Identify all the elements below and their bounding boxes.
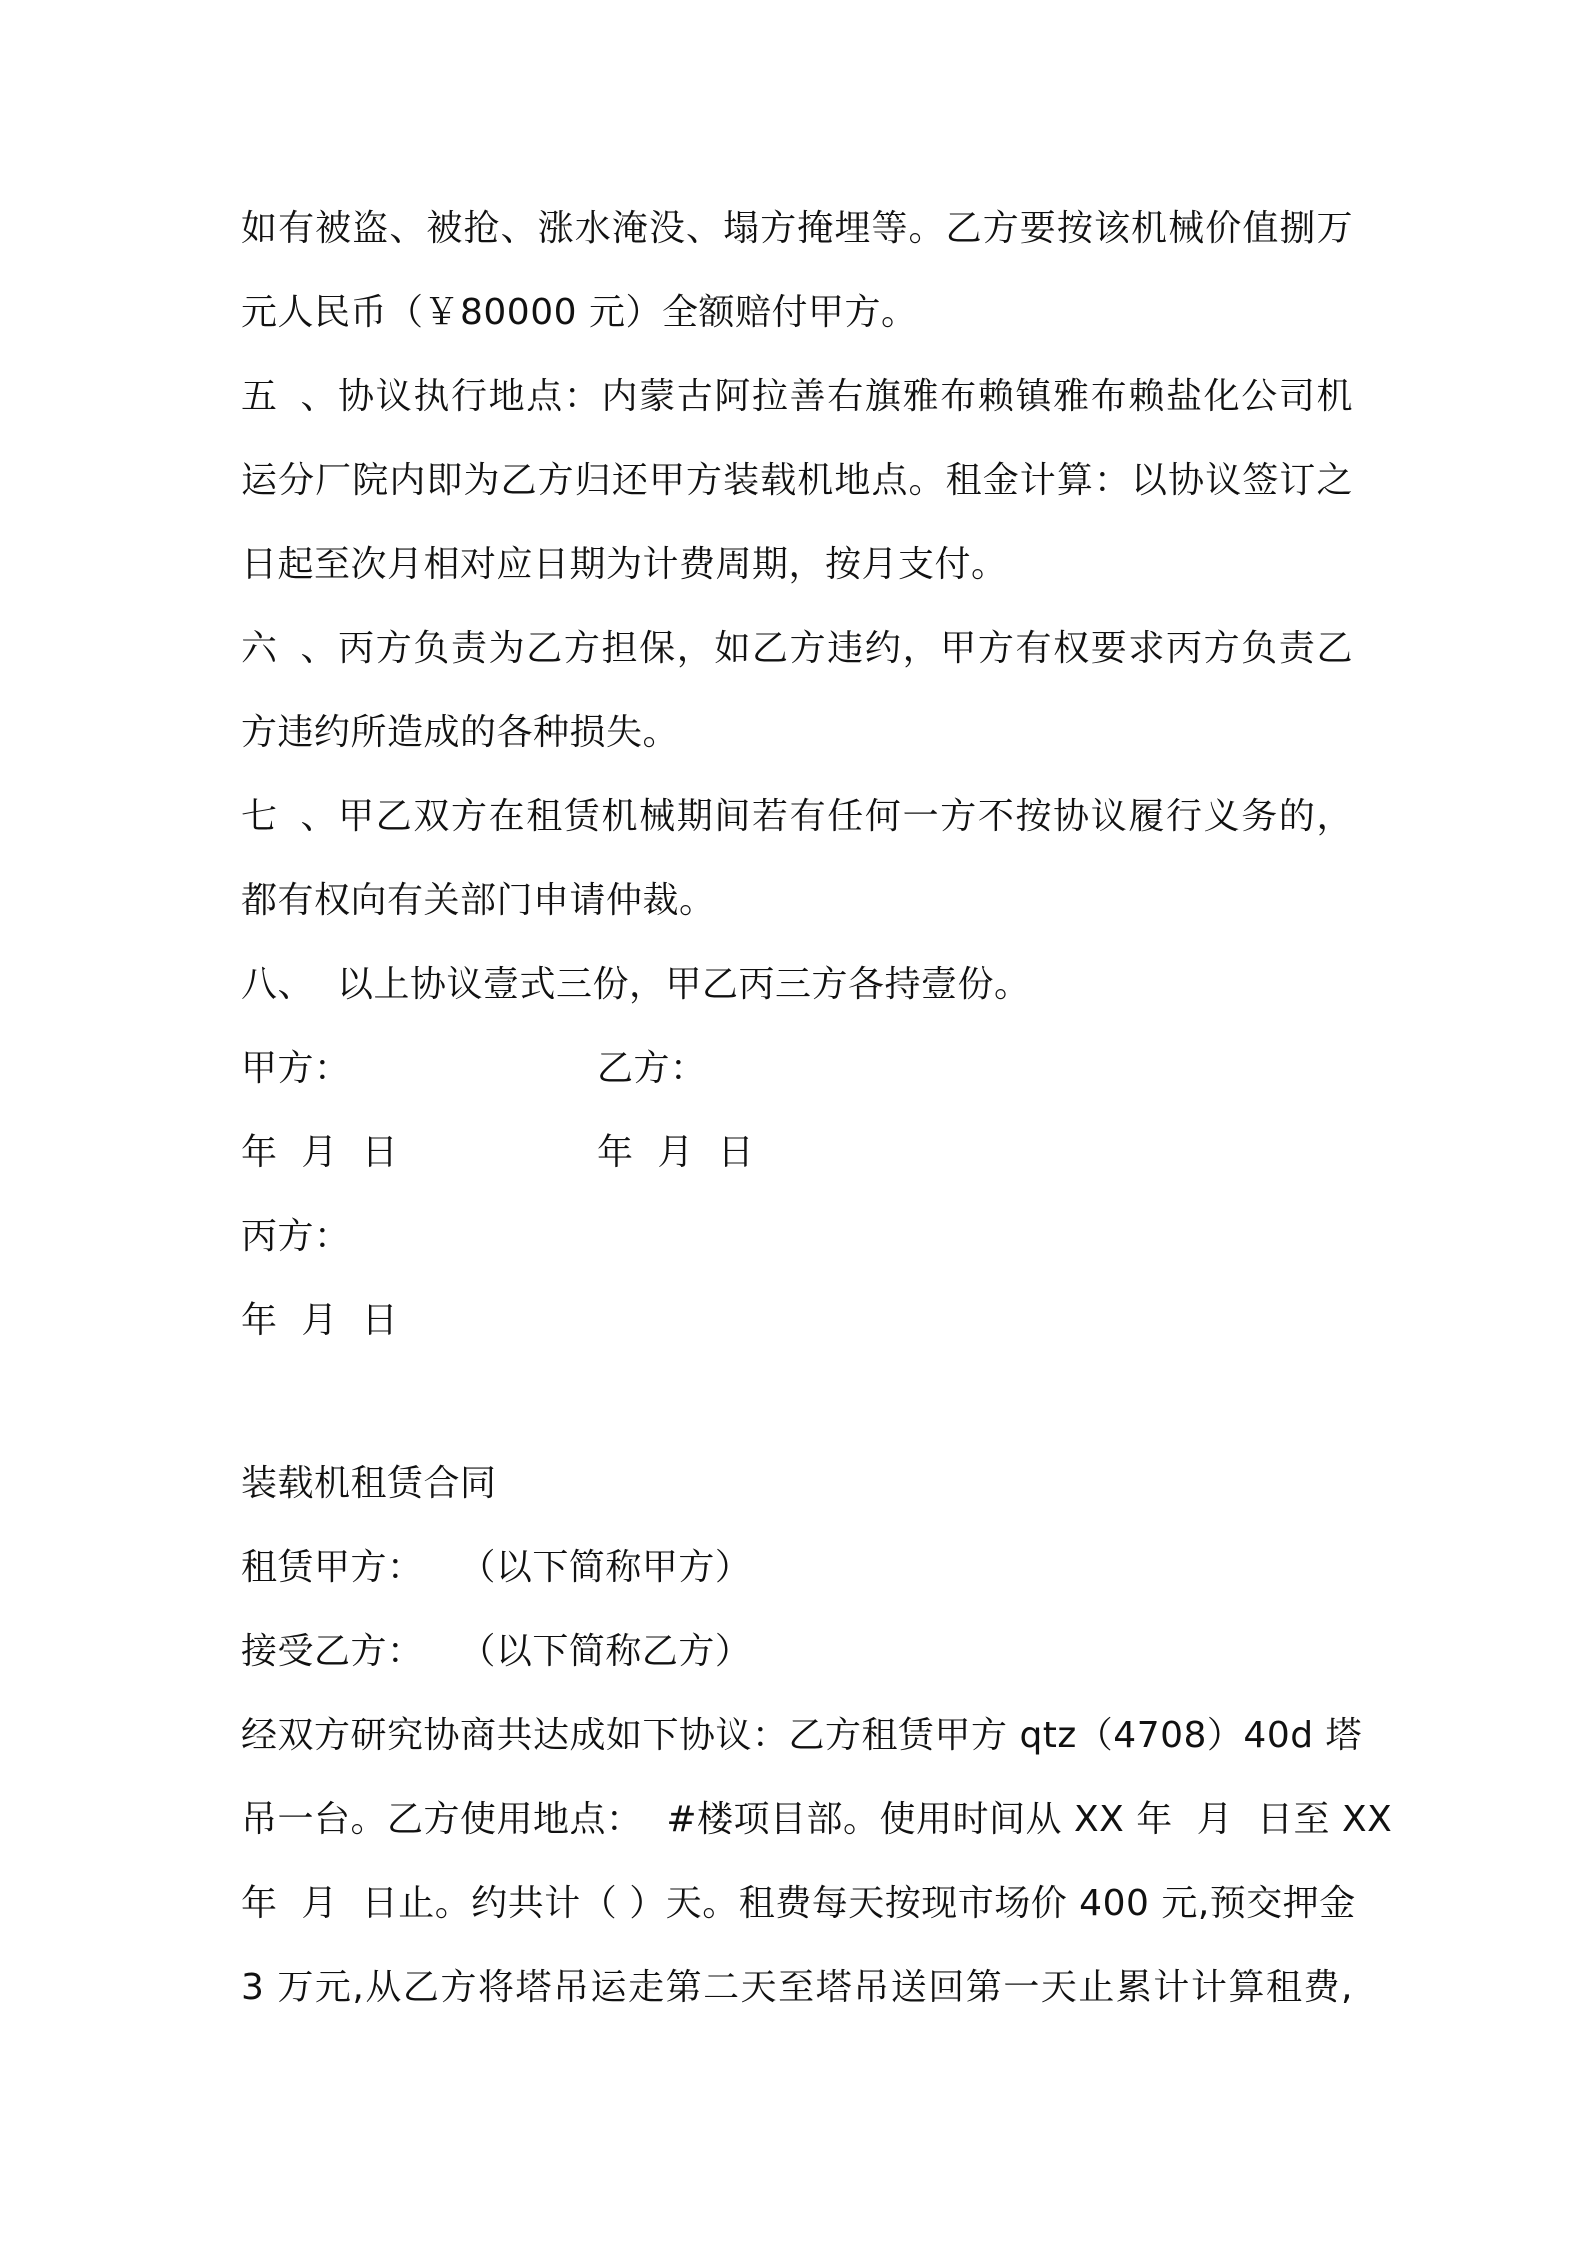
text-line: 3 万元,从乙方将塔吊运走第二天至塔吊送回第一天止累计计算租费,: [241, 1967, 1353, 2008]
clause-6-line-1: [241, 607, 1353, 691]
text-line: 都有权向有关部门申请仲裁。: [241, 880, 716, 921]
clause-number: 六、: [241, 628, 337, 669]
text-line: 日起至次月相对应日期为计费周期，按月支付。: [241, 544, 1008, 585]
clause-number: 八、: [241, 964, 315, 1005]
clause-5-line-1: [241, 355, 1353, 439]
party-c-date: 年 月 日: [241, 1300, 399, 1341]
clause-8-line-1: [241, 943, 1353, 1027]
text-line: 年 月 日止。约共计（ ）天。租费每天按现市场价 400 元,预交押金: [241, 1883, 1356, 1924]
lessor-line: 租赁甲方： （以下简称甲方）: [241, 1547, 752, 1588]
party-b-label: 乙方：: [597, 1048, 707, 1089]
text-line: 运分厂院内即为乙方归还甲方装载机地点。租金计算：以协议签订之: [241, 460, 1353, 501]
text-line: 方违约所造成的各种损失。: [241, 712, 680, 753]
clause-text: 以上协议壹式三份，甲乙丙三方各持壹份。: [337, 964, 1031, 1005]
party-a-label: 甲方：: [241, 1048, 351, 1089]
signature-date-row-ab: [241, 1111, 1353, 1195]
party-c-label: 丙方：: [241, 1216, 351, 1257]
text-line: 元人民币（￥80000 元）全额赔付甲方。: [241, 292, 918, 333]
signature-row-c: [241, 1195, 1353, 1279]
second-contract: [241, 1442, 1393, 2030]
text-line: 经双方研究协商共达成如下协议：乙方租赁甲方 qtz（4708）40d 塔: [241, 1715, 1363, 1756]
clause-text: 协议执行地点：内蒙古阿拉善右旗雅布赖镇雅布赖盐化公司机: [337, 376, 1353, 417]
contract-title: 装载机租赁合同: [241, 1463, 497, 1504]
party-b-date: 年 月 日: [597, 1132, 755, 1173]
contract-continuation: [241, 187, 1353, 1363]
text-line: 吊一台。乙方使用地点： #楼项目部。使用时间从 XX 年 月 日至 XX: [241, 1799, 1393, 1840]
clause-text: 丙方负责为乙方担保，如乙方违约，甲方有权要求丙方负责乙: [337, 628, 1353, 669]
lessee-line: 接受乙方： （以下简称乙方）: [241, 1631, 752, 1672]
clause-number: 七、: [241, 796, 337, 837]
clause-number: 五、: [241, 376, 337, 417]
party-a-date: 年 月 日: [241, 1132, 399, 1173]
clause-text: 甲乙双方在租赁机械期间若有任何一方不按协议履行义务的，: [337, 796, 1353, 837]
signature-row-ab: [241, 1027, 1353, 1111]
clause-7-line-1: [241, 775, 1353, 859]
signature-date-row-c: [241, 1279, 1353, 1363]
text-line: 如有被盗、被抢、涨水淹没、塌方掩埋等。乙方要按该机械价值捌万: [241, 208, 1353, 249]
